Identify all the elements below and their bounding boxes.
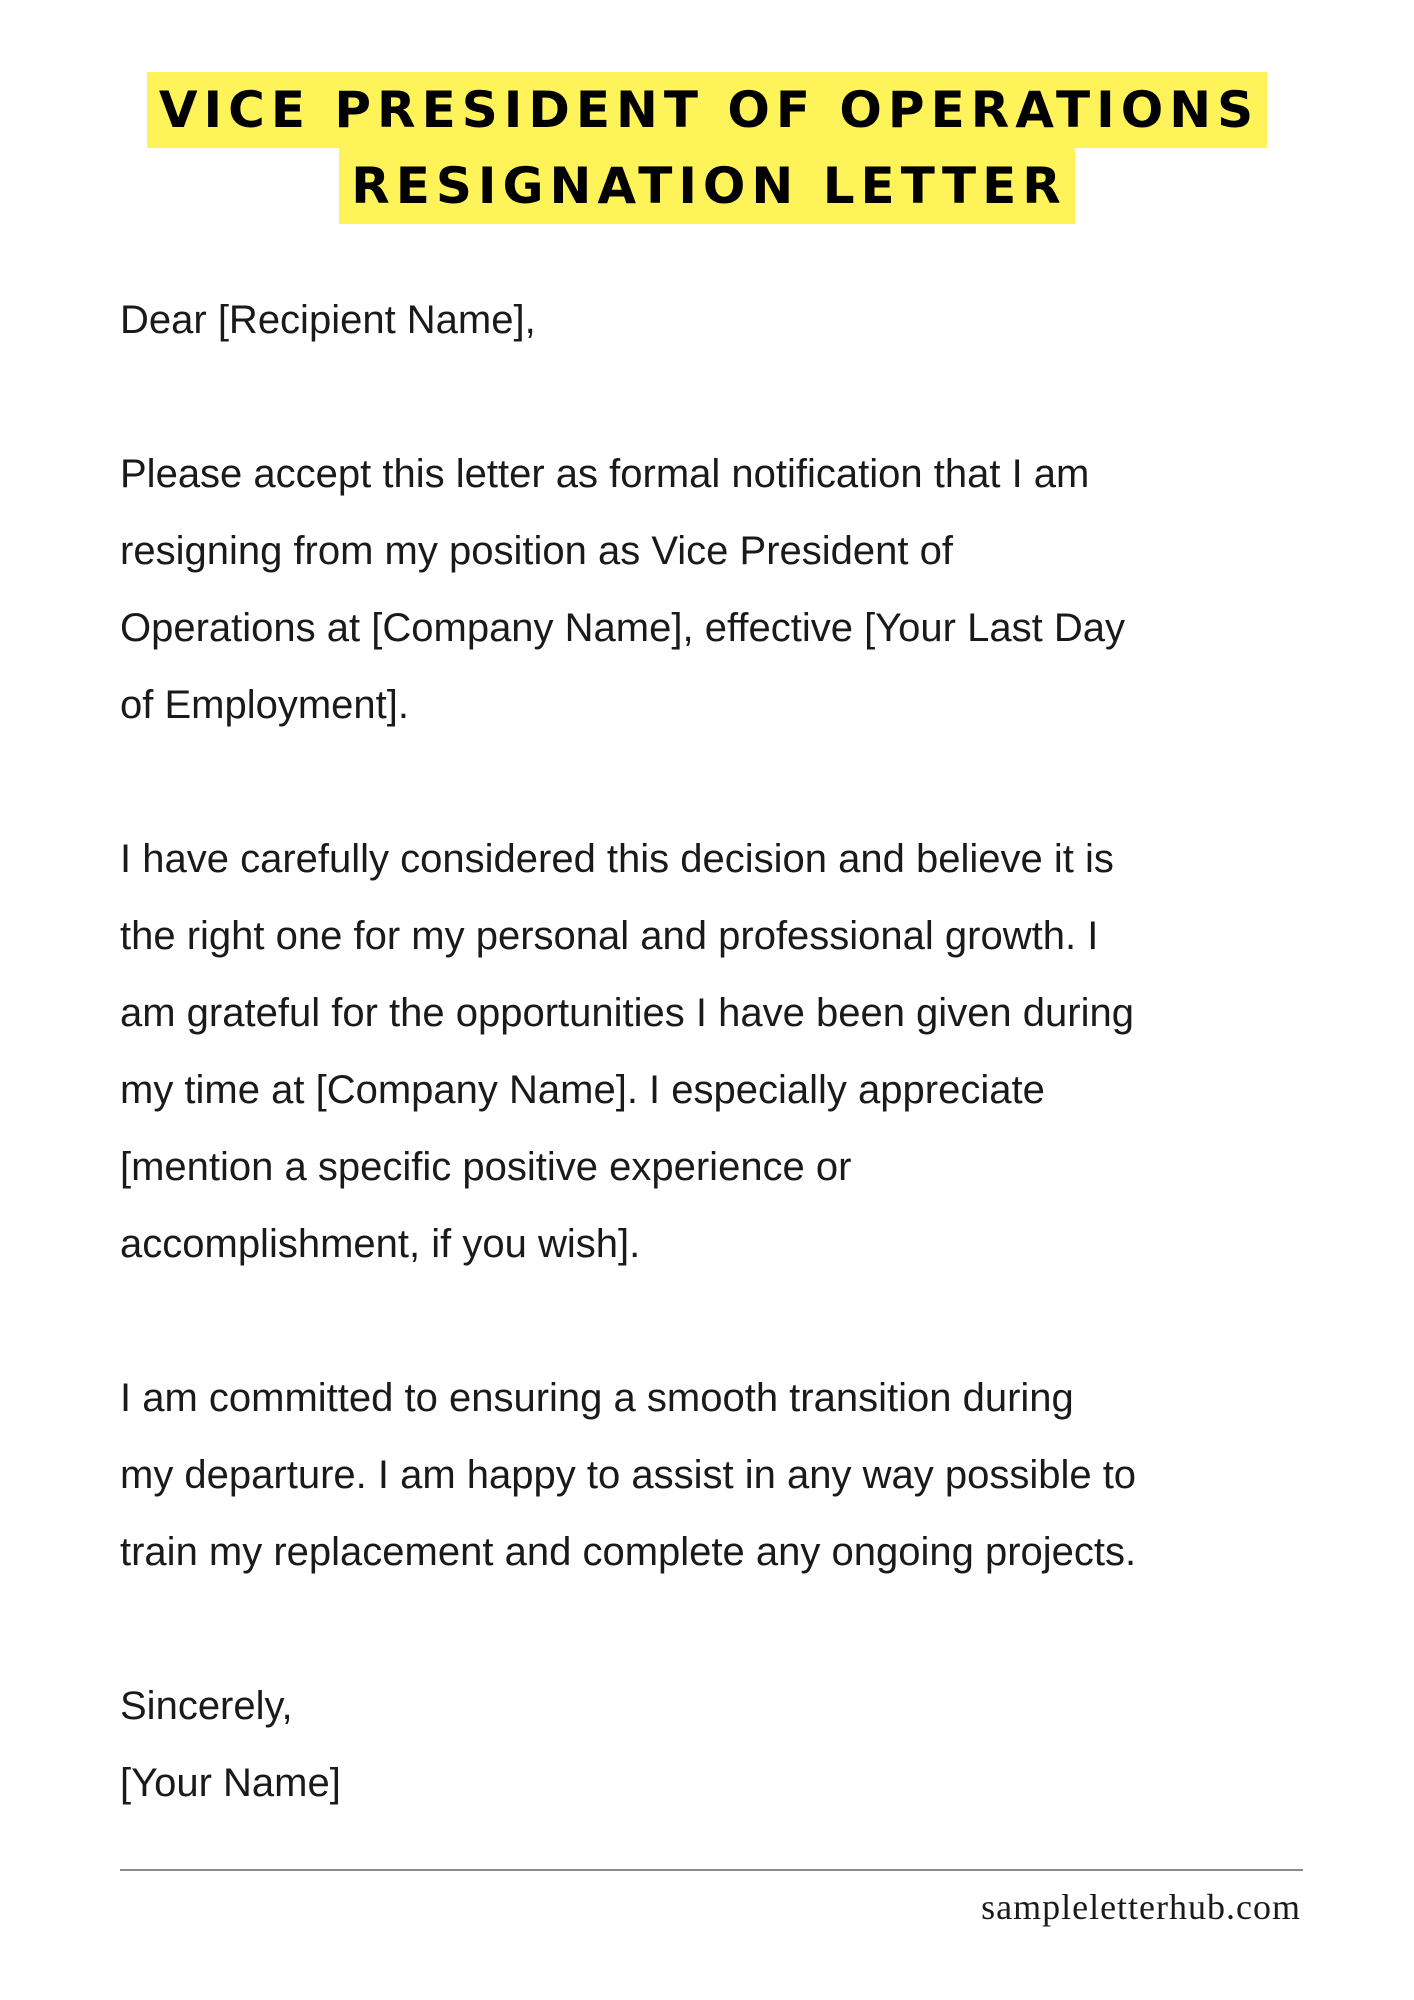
signature-name: [Your Name] [120, 1761, 341, 1805]
paragraph-3-line: I am committed to ensuring a smooth transition during [120, 1376, 1074, 1420]
paragraph-3-line: my departure. I am happy to assist in any way possible to [120, 1453, 1137, 1497]
salutation: Dear [Recipient Name], [120, 298, 536, 342]
paragraph-1-line: resigning from my position as Vice President of [120, 529, 953, 573]
paragraph-gap [120, 1591, 1360, 1668]
paragraph-1-line: Operations at [Company Name], effective [Your Last Day [120, 606, 1125, 650]
footer-website: sampleletterhub.com [981, 1887, 1301, 1927]
paragraph-1-line: Please accept this letter as formal notification that I am [120, 452, 1090, 496]
paragraph-gap [120, 744, 1360, 821]
title-line-2: RESIGNATION LETTER [339, 148, 1074, 224]
paragraph-gap [120, 359, 1360, 436]
paragraph-3 [120, 1360, 1360, 1591]
paragraph-1 [120, 436, 1360, 744]
paragraph-gap [120, 1283, 1360, 1360]
letter-body [120, 282, 1360, 1822]
closing: Sincerely, [120, 1684, 293, 1728]
footer-divider [120, 1869, 1303, 1871]
paragraph-2-line: [mention a specific positive experience or [120, 1145, 852, 1189]
paragraph-2-line: am grateful for the opportunities I have been given during [120, 991, 1134, 1035]
paragraph-2-line: the right one for my personal and professional growth. I [120, 914, 1099, 958]
paragraph-1-line: of Employment]. [120, 683, 410, 727]
letter-title [0, 72, 1414, 224]
paragraph-2 [120, 821, 1360, 1283]
paragraph-3-line: train my replacement and complete any ongoing projects. [120, 1530, 1137, 1574]
paragraph-2-line: I have carefully considered this decision and believe it is [120, 837, 1114, 881]
paragraph-2-line: my time at [Company Name]. I especially appreciate [120, 1068, 1045, 1112]
paragraph-2-line: accomplishment, if you wish]. [120, 1222, 641, 1266]
title-line-1: VICE PRESIDENT OF OPERATIONS [147, 72, 1267, 148]
